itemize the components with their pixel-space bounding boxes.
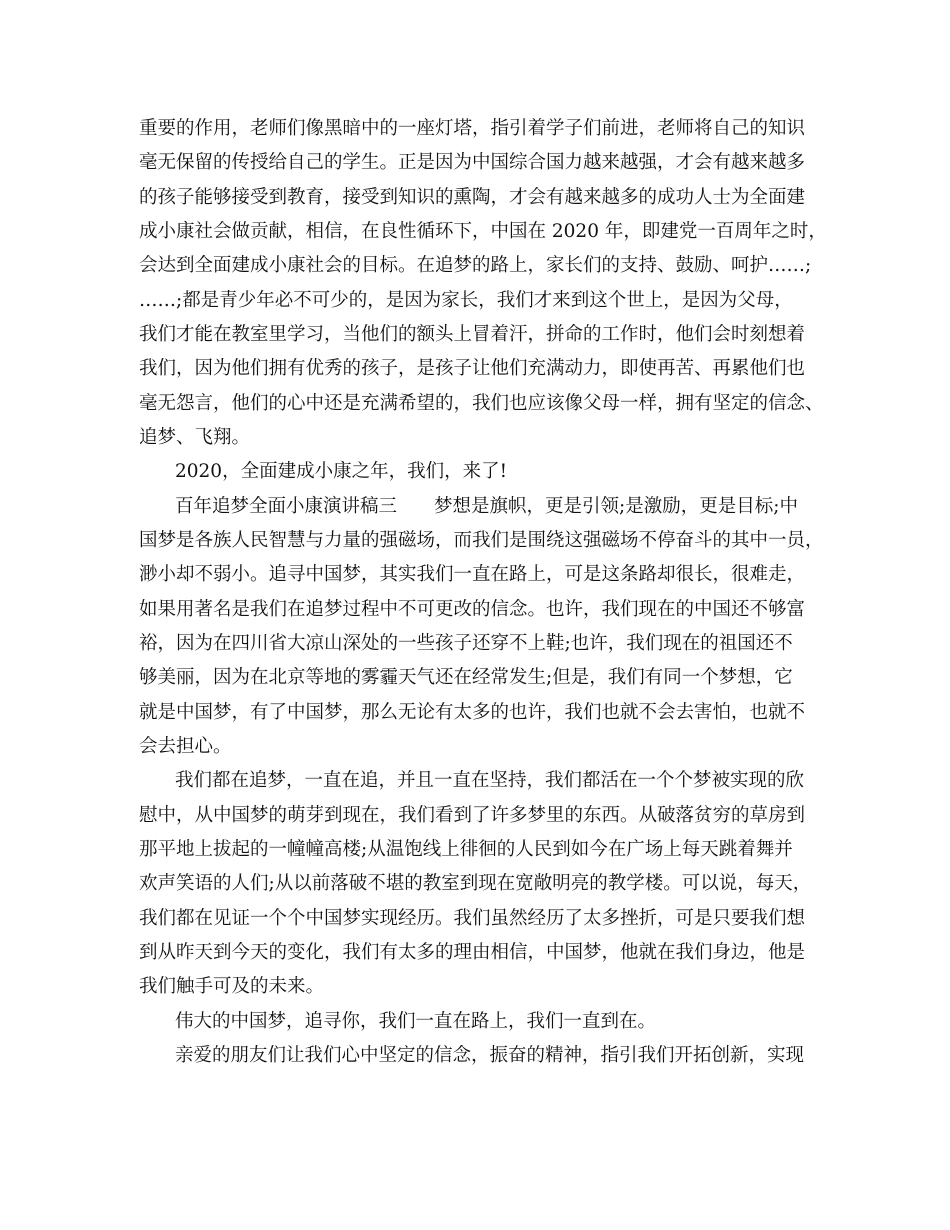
text-line: 伟大的中国梦，追寻你，我们一直在路上，我们一直到在。 [175, 1011, 657, 1032]
text-line: 我们触手可及的未来。 [139, 976, 325, 997]
text-line: 百年追梦全面小康演讲稿三 梦想是旗帜，更是引领;是激励，更是目标;中 [175, 496, 798, 517]
text-line: 我们，因为他们拥有优秀的孩子，是孩子让他们充满动力，即使再苦、再累他们也 [139, 358, 806, 379]
text-line: 我们都在追梦，一直在追，并且一直在坚持，我们都活在一个个梦被实现的欣 [175, 770, 805, 791]
text-line: 我们才能在教室里学习，当他们的额头上冒着汗，拼命的工作时，他们会时刻想着 [139, 324, 806, 345]
text-line: 渺小却不弱小。追寻中国梦，其实我们一直在路上，可是这条路却很长，很难走， [139, 564, 806, 585]
text-line: 到从昨天到今天的变化，我们有太多的理由相信，中国梦，他就在我们身边，他是 [139, 942, 806, 963]
text-line: 2020，全面建成小康之年，我们，来了! [175, 461, 508, 482]
text-line: 毫无保留的传授给自己的学生。正是因为中国综合国力越来越强，才会有越来越多 [139, 152, 806, 173]
text-line: 重要的作用，老师们像黑暗中的一座灯塔，指引着学子们前进，老师将自己的知识 [139, 118, 806, 139]
text-line: 国梦是各族人民智慧与力量的强磁场，而我们是围绕这强磁场不停奋斗的其中一员， [139, 530, 824, 551]
text-line: 就是中国梦，有了中国梦，那么无论有太多的也许，我们也就不会去害怕，也就不 [139, 702, 806, 723]
text-line: 欢声笑语的人们;从以前落破不堪的教室到现在宽敞明亮的教学楼。可以说，每天， [139, 873, 812, 894]
text-line: 我们都在见证一个个中国梦实现经历。我们虽然经历了太多挫折，可是只要我们想 [139, 908, 806, 929]
text-line: 够美丽，因为在北京等地的雾霾天气还在经常发生;但是，我们有同一个梦想，它 [139, 667, 793, 688]
text-line: 毫无怨言，他们的心中还是充满希望的，我们也应该像父母一样，拥有坚定的信念、 [139, 393, 824, 414]
text-line: ……;都是青少年必不可少的，是因为家长，我们才来到这个世上，是因为父母， [139, 290, 793, 311]
text-line: 追梦、飞翔。 [139, 427, 251, 448]
text-line: 会去担心。 [139, 736, 232, 757]
text-line: 那平地上拔起的一幢幢高楼;从温饱线上徘徊的人民到如今在广场上每天跳着舞并 [139, 839, 793, 860]
text-line: 裕，因为在四川省大凉山深处的一些孩子还穿不上鞋;也许，我们现在的祖国还不 [139, 633, 793, 654]
text-line: 会达到全面建成小康社会的目标。在追梦的路上，家长们的支持、鼓励、呵护……; [139, 255, 812, 276]
text-line: 如果用著名是我们在追梦过程中不可更改的信念。也许，我们现在的中国还不够富 [139, 599, 806, 620]
text-line: 成小康社会做贡献，相信，在良性循环下，中国在 2020 年，即建党一百周年之时， [139, 221, 827, 242]
text-line: 的孩子能够接受到教育，接受到知识的熏陶，才会有越来越多的成功人士为全面建 [139, 187, 806, 208]
text-line: 亲爱的朋友们让我们心中坚定的信念，振奋的精神，指引我们开拓创新，实现 [175, 1045, 805, 1066]
text-line: 慰中，从中国梦的萌芽到现在，我们看到了许多梦里的东西。从破落贫穷的草房到 [139, 805, 806, 826]
